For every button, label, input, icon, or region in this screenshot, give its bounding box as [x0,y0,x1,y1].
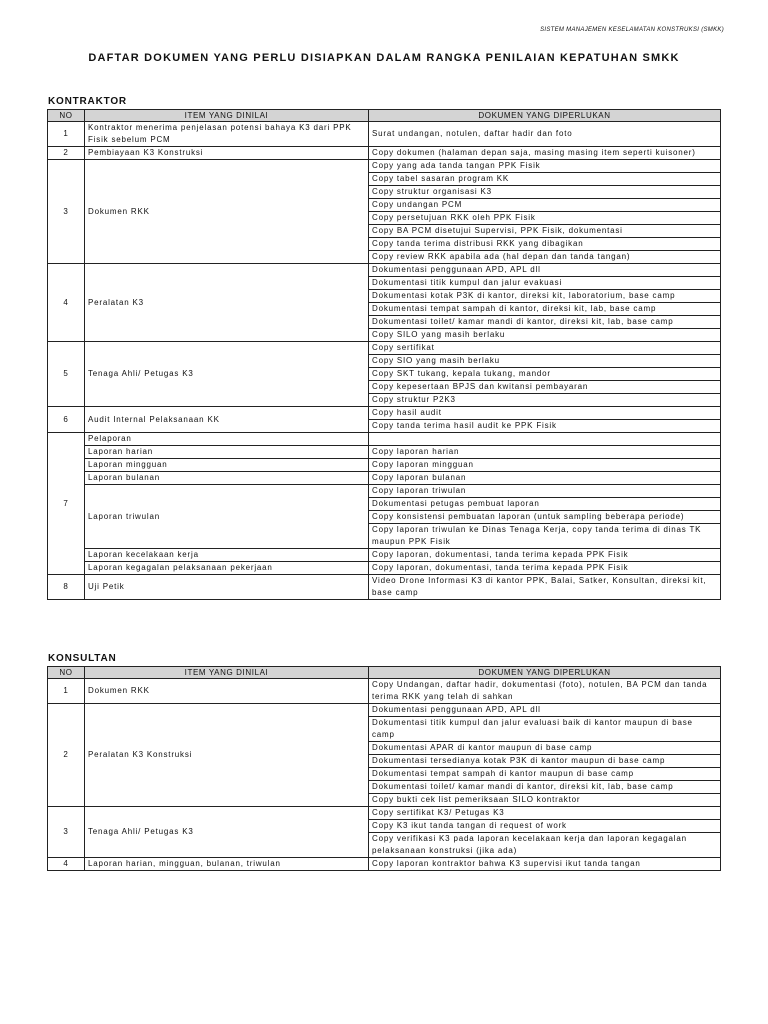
table-row [48,549,721,562]
document-cell: Copy SKT tukang, kepala tukang, mandor [369,368,721,381]
document-cell: Copy BA PCM disetujui Supervisi, PPK Fisik, dokumentasi [369,225,721,238]
table-row [48,160,721,173]
item-cell: Uji Petik [85,575,369,600]
document-cell: Dokumentasi APAR di kantor maupun di base camp [369,742,721,755]
table-row [48,575,721,600]
row-number: 4 [48,264,85,342]
row-number: 1 [48,122,85,147]
document-cell: Copy laporan kontraktor bahwa K3 supervisi ikut tanda tangan [369,858,721,871]
table-row [48,407,721,420]
item-cell: Tenaga Ahli/ Petugas K3 [85,807,369,858]
konsultan-table [47,666,721,871]
kontraktor-table [47,109,721,600]
document-cell: Copy yang ada tanda tangan PPK Fisik [369,160,721,173]
table-row [48,446,721,459]
document-cell: Dokumentasi tersedianya kotak P3K di kantor maupun di base camp [369,755,721,768]
document-cell: Dokumentasi toilet/ kamar mandi di kantor, direksi kit, lab, base camp [369,781,721,794]
document-cell: Copy tabel sasaran program KK [369,173,721,186]
row-number: 1 [48,679,85,704]
document-cell: Copy konsistensi pembuatan laporan (untuk sampling beberapa periode) [369,511,721,524]
item-cell: Audit Internal Pelaksanaan KK [85,407,369,433]
row-number: 5 [48,342,85,407]
table-row [48,122,721,147]
document-cell: Dokumentasi tempat sampah di kantor maupun di base camp [369,768,721,781]
header-note: SISTEM MANAJEMEN KESELAMATAN KONSTRUKSI (SMKK) [540,27,724,33]
item-cell: Pelaporan [85,433,369,446]
document-cell: Copy laporan triwulan ke Dinas Tenaga Kerja, copy tanda terima di dinas TK maupun PPK Fisik [369,524,721,549]
row-number: 2 [48,147,85,160]
section-label-konsultan: KONSULTAN [48,653,117,664]
document-cell: Copy sertifikat [369,342,721,355]
item-cell: Laporan kecelakaan kerja [85,549,369,562]
document-cell: Copy laporan, dokumentasi, tanda terima kepada PPK Fisik [369,549,721,562]
header-document: DOKUMEN YANG DIPERLUKAN [369,667,721,679]
document-title: DAFTAR DOKUMEN YANG PERLU DISIAPKAN DALAM RANGKA PENILAIAN KEPATUHAN SMKK [88,52,680,64]
table-row [48,485,721,498]
item-cell: Laporan harian [85,446,369,459]
document-cell: Copy tanda terima distribusi RKK yang dibagikan [369,238,721,251]
document-cell: Video Drone Informasi K3 di kantor PPK, Balai, Satker, Konsultan, direksi kit, base camp [369,575,721,600]
table-row [48,472,721,485]
document-cell: Dokumentasi penggunaan APD, APL dll [369,704,721,717]
document-cell: Dokumentasi kotak P3K di kantor, direksi kit, laboratorium, base camp [369,290,721,303]
row-number: 3 [48,807,85,858]
header-no: NO [48,667,85,679]
document-cell: Copy Undangan, daftar hadir, dokumentasi (foto), notulen, BA PCM dan tanda terima RKK yang telah di sahkan [369,679,721,704]
row-number: 2 [48,704,85,807]
document-cell: Copy dokumen (halaman depan saja, masing masing item seperti kuisoner) [369,147,721,160]
document-cell: Copy review RKK apabila ada (hal depan dan tanda tangan) [369,251,721,264]
document-cell: Copy laporan harian [369,446,721,459]
document-cell: Copy kepesertaan BPJS dan kwitansi pembayaran [369,381,721,394]
document-cell: Dokumentasi penggunaan APD, APL dll [369,264,721,277]
table-row [48,433,721,446]
document-cell [369,433,721,446]
header-no: NO [48,110,85,122]
document-cell: Dokumentasi tempat sampah di kantor, direksi kit, lab, base camp [369,303,721,316]
header-document: DOKUMEN YANG DIPERLUKAN [369,110,721,122]
document-cell: Dokumentasi petugas pembuat laporan [369,498,721,511]
row-number: 8 [48,575,85,600]
row-number: 6 [48,407,85,433]
item-cell: Laporan harian, mingguan, bulanan, triwulan [85,858,369,871]
document-cell: Copy laporan bulanan [369,472,721,485]
document-cell: Dokumentasi titik kumpul dan jalur evaluasi baik di kantor maupun di base camp [369,717,721,742]
document-cell: Copy hasil audit [369,407,721,420]
document-cell: Copy sertifikat K3/ Petugas K3 [369,807,721,820]
document-cell: Surat undangan, notulen, daftar hadir dan foto [369,122,721,147]
item-cell: Dokumen RKK [85,679,369,704]
table-row [48,459,721,472]
document-cell: Dokumentasi titik kumpul dan jalur evakuasi [369,277,721,290]
document-cell: Copy tanda terima hasil audit ke PPK Fisik [369,420,721,433]
item-cell: Dokumen RKK [85,160,369,264]
header-item: ITEM YANG DINILAI [85,110,369,122]
document-cell: Copy persetujuan RKK oleh PPK Fisik [369,212,721,225]
table-row [48,679,721,704]
table-row [48,342,721,355]
header-item: ITEM YANG DINILAI [85,667,369,679]
document-cell: Copy struktur P2K3 [369,394,721,407]
item-cell: Laporan kegagalan pelaksanaan pekerjaan [85,562,369,575]
table-row [48,858,721,871]
table-row [48,704,721,717]
item-cell: Kontraktor menerima penjelasan potensi bahaya K3 dari PPK Fisik sebelum PCM [85,122,369,147]
document-cell: Copy laporan, dokumentasi, tanda terima kepada PPK Fisik [369,562,721,575]
document-cell: Copy K3 ikut tanda tangan di request of work [369,820,721,833]
item-cell: Pembiayaan K3 Konstruksi [85,147,369,160]
document-cell: Copy verifikasi K3 pada laporan kecelakaan kerja dan laporan kegagalan pelaksanaan konstruksi (jika ada) [369,833,721,858]
table-row [48,562,721,575]
item-cell: Laporan triwulan [85,485,369,549]
item-cell: Tenaga Ahli/ Petugas K3 [85,342,369,407]
row-number: 4 [48,858,85,871]
table-row [48,264,721,277]
item-cell: Laporan mingguan [85,459,369,472]
table-row [48,147,721,160]
document-cell: Copy laporan triwulan [369,485,721,498]
document-cell: Copy SIO yang masih berlaku [369,355,721,368]
item-cell: Peralatan K3 [85,264,369,342]
row-number: 7 [48,433,85,575]
document-cell: Copy SILO yang masih berlaku [369,329,721,342]
document-cell: Copy bukti cek list pemeriksaan SILO kontraktor [369,794,721,807]
document-cell: Copy laporan mingguan [369,459,721,472]
document-cell: Dokumentasi toilet/ kamar mandi di kantor, direksi kit, lab, base camp [369,316,721,329]
item-cell: Peralatan K3 Konstruksi [85,704,369,807]
row-number: 3 [48,160,85,264]
item-cell: Laporan bulanan [85,472,369,485]
document-cell: Copy undangan PCM [369,199,721,212]
section-label-kontraktor: KONTRAKTOR [48,96,127,107]
table-row [48,807,721,820]
document-cell: Copy struktur organisasi K3 [369,186,721,199]
